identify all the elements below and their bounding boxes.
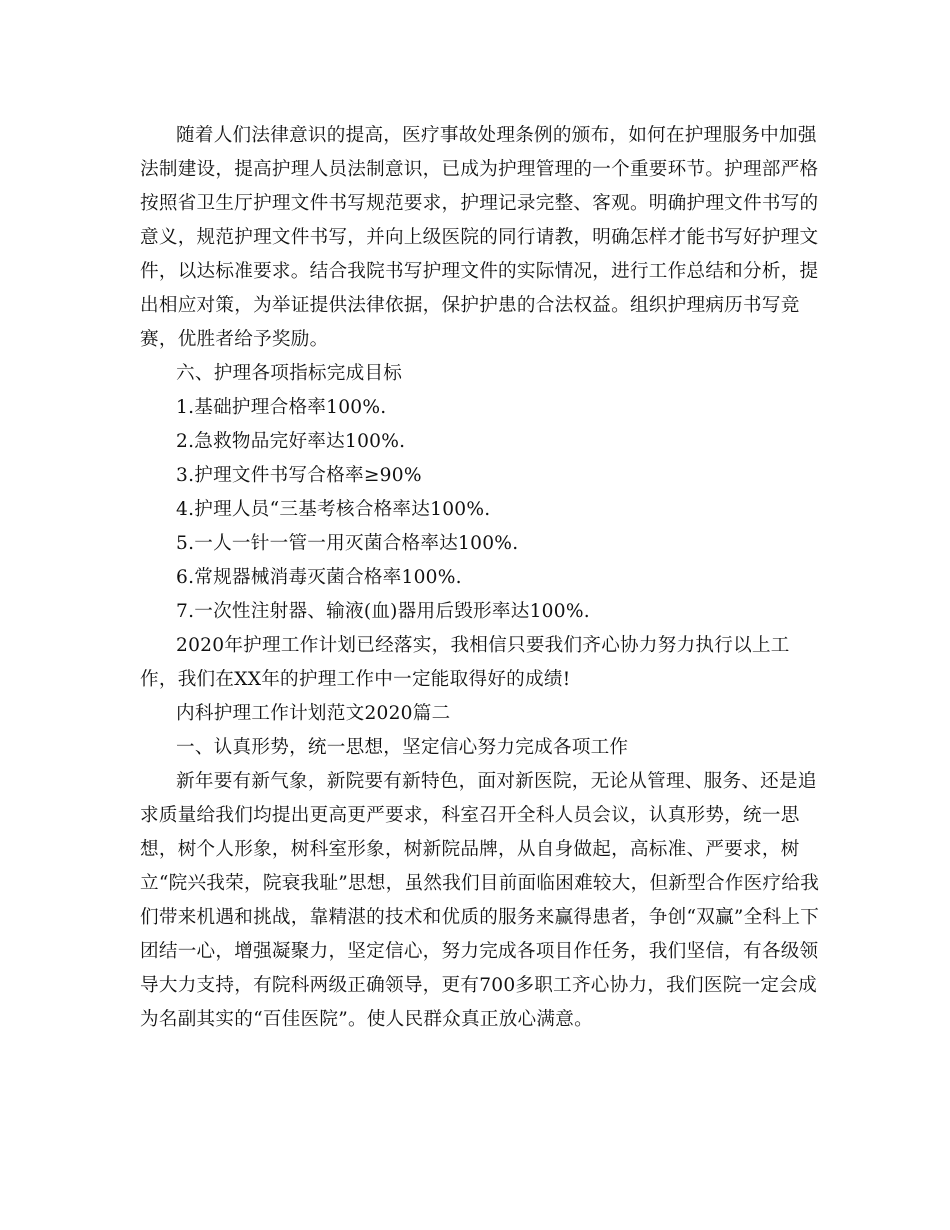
paragraph-1-line: 赛，优胜者给予奖励。 — [140, 329, 329, 350]
paragraph-2-line: 为名副其实的“百佳医院”。使人民群众真正放心满意。 — [140, 1009, 593, 1030]
paragraph-1-line: 件，以达标准要求。结合我院书写护理文件的实际情况，进行工作总结和分析，提 — [140, 261, 819, 282]
paragraph-1-line: 出相应对策，为举证提供法律依据，保护护患的合法权益。组织护理病历书写竞 — [140, 295, 800, 316]
paragraph-1-line: 法制建设，提高护理人员法制意识，已成为护理管理的一个重要环节。护理部严格 — [140, 159, 819, 180]
paragraph-2-line: 团结一心，增强凝聚力，坚定信心，努力完成各项目作任务，我们坚信，有各级领 — [140, 941, 819, 962]
target-item: 7.一次性注射器、输液(血)器用后毁形率达100%. — [176, 601, 590, 622]
closing-line: 作，我们在XX年的护理工作中一定能取得好的成绩! — [140, 669, 571, 690]
section-6-heading: 六、护理各项指标完成目标 — [176, 363, 403, 384]
part-two-title: 内科护理工作计划范文2020篇二 — [176, 703, 451, 724]
paragraph-2-line: 新年要有新气象，新院要有新特色，面对新医院，无论从管理、服务、还是追 — [176, 771, 817, 792]
paragraph-2-line: 立“院兴我荣，院衰我耻”思想，虽然我们目前面临困难较大，但新型合作医疗给我 — [140, 873, 820, 894]
paragraph-1-line: 按照省卫生厅护理文件书写规范要求，护理记录完整、客观。明确护理文件书写的 — [140, 193, 819, 214]
target-item: 6.常规器械消毒灭菌合格率100%. — [176, 567, 462, 588]
paragraph-1-line: 随着人们法律意识的提高，医疗事故处理条例的颁布，如何在护理服务中加强 — [176, 125, 817, 146]
paragraph-1-line: 意义，规范护理文件书写，并向上级医院的同行请教，明确怎样才能书写好护理文 — [140, 227, 819, 248]
closing-line: 2020年护理工作计划已经落实，我相信只要我们齐心协力努力执行以上工 — [176, 635, 790, 656]
paragraph-2-line: 想，树个人形象，树科室形象，树新院品牌，从自身做起，高标准、严要求，树 — [140, 839, 800, 860]
paragraph-2-line: 们带来机遇和挑战，靠精湛的技术和优质的服务来赢得患者，争创“双赢”全科上下 — [140, 907, 820, 928]
target-item: 2.急救物品完好率达100%. — [176, 431, 406, 452]
target-item: 5.一人一针一管一用灭菌合格率达100%. — [176, 533, 519, 554]
paragraph-2-line: 求质量给我们均提出更高更严要求，科室召开全科人员会议，认真形势，统一思 — [140, 805, 800, 826]
target-item: 3.护理文件书写合格率≥90% — [176, 465, 422, 486]
paragraph-2-line: 导大力支持，有院科两级正确领导，更有700多职工齐心协力，我们医院一定会成 — [140, 975, 817, 996]
section-1-heading: 一、认真形势，统一思想，坚定信心努力完成各项工作 — [176, 737, 629, 758]
target-item: 1.基础护理合格率100%. — [176, 397, 387, 418]
target-item: 4.护理人员“三基考核合格率达100%. — [176, 499, 491, 520]
